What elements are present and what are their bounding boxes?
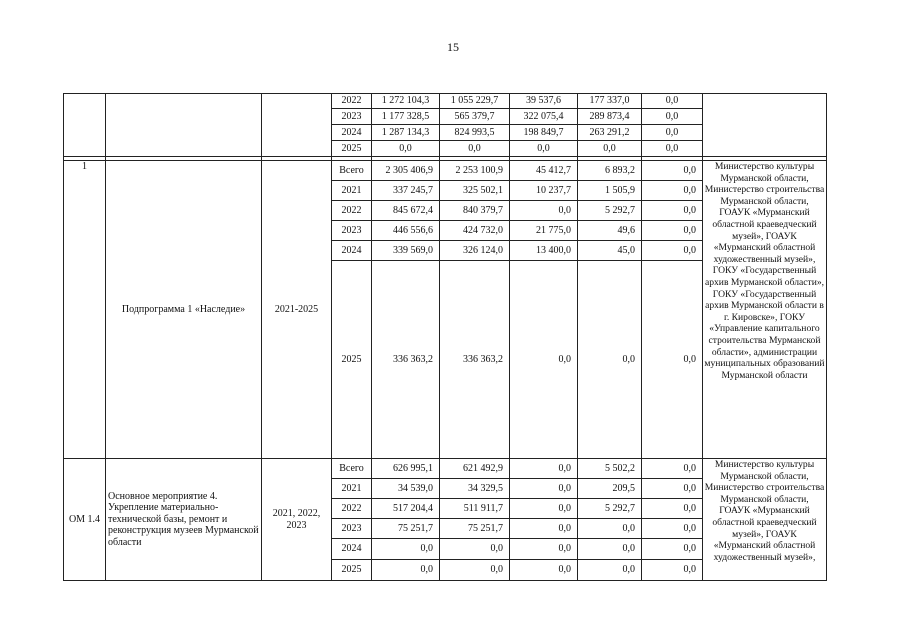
table-row: 2024 1 287 134,3 824 993,5 198 849,7 263 291,2 0,0 [64, 125, 827, 141]
table-row: 2025 0,0 0,0 0,0 0,0 0,0 [64, 141, 827, 157]
row-number: ОМ 1.4 [64, 459, 106, 581]
table-row: 1 Подпрограмма 1 «Наследие» 2021-2025 Всего 2 305 406,9 2 253 100,9 45 412,7 6 893,2 0,0 Министерство культуры Мурманской области, Министерство строительства Мурманской области, ГОАУК «Мурманский областной краеведческий музей», ГОАУК «Мурманский областной художественный музей», ГОКУ «Государственный архив Мурманской области», ГОКУ «Государственный архив Мурманской области в г. Кировске», ГОКУ «Управление капитального строительства Мурманской области», администрации муниципальных образований Мурманской области [64, 161, 827, 181]
budget-table [63, 93, 827, 581]
table-row: 2023 1 177 328,5 565 379,7 322 075,4 289 873,4 0,0 [64, 109, 827, 125]
table-row: 2022 517 204,4 511 911,7 0,0 5 292,7 0,0 [64, 499, 827, 519]
table-row: 2024 0,0 0,0 0,0 0,0 0,0 [64, 539, 827, 560]
period: 2021-2025 [262, 161, 332, 459]
table-row: 2021 337 245,7 325 502,1 10 237,7 1 505,9 0,0 [64, 181, 827, 201]
table-row: 2025 0,0 0,0 0,0 0,0 0,0 [64, 560, 827, 581]
responsible-organizations: Министерство культуры Мурманской области, Министерство строительства Мурманской области, ГОАУК «Мурманский областной краеведческий музей», ГОАУК «Мурманский областной художественный музей», [703, 459, 827, 581]
table-row: 2022 1 272 104,3 1 055 229,7 39 537,6 177 337,0 0,0 [64, 94, 827, 109]
table-row: 2023 446 556,6 424 732,0 21 775,0 49,6 0,0 [64, 221, 827, 241]
table-row: ОМ 1.4 Основное мероприятие 4. Укрепление материально-технической базы, ремонт и реконструкция музеев Мурманской области 2021, 2022, 2023 Всего 626 995,1 621 492,9 0,0 5 502,2 0,0 Министерство культуры Мурманской области, Министерство строительства Мурманской области, ГОАУК «Мурманский областной краеведческий музей», ГОАУК «Мурманский областной художественный музей», [64, 459, 827, 479]
page-number: 15 [447, 40, 459, 54]
measure-name: Основное мероприятие 4. Укрепление материально-технической базы, ремонт и реконструкция музеев Мурманской области [106, 459, 262, 581]
table-row: 2023 75 251,7 75 251,7 0,0 0,0 0,0 [64, 519, 827, 539]
table-row: 2021 34 539,0 34 329,5 0,0 209,5 0,0 [64, 479, 827, 499]
table-row: 2025 336 363,2 336 363,2 0,0 0,0 0,0 [64, 261, 827, 459]
program-name: Подпрограмма 1 «Наследие» [106, 161, 262, 459]
row-number: 1 [64, 161, 106, 459]
period: 2021, 2022, 2023 [262, 459, 332, 581]
table-row: 2022 845 672,4 840 379,7 0,0 5 292,7 0,0 [64, 201, 827, 221]
responsible-organizations: Министерство культуры Мурманской области, Министерство строительства Мурманской области, ГОАУК «Мурманский областной краеведческий музей», ГОАУК «Мурманский областной художественный музей», ГОКУ «Государственный архив Мурманской области», ГОКУ «Государственный архив Мурманской области в г. Кировске», ГОКУ «Управление капитального строительства Мурманской области», администрации муниципальных образований Мурманской области [703, 161, 827, 459]
table-row: 2024 339 569,0 326 124,0 13 400,0 45,0 0,0 [64, 241, 827, 261]
